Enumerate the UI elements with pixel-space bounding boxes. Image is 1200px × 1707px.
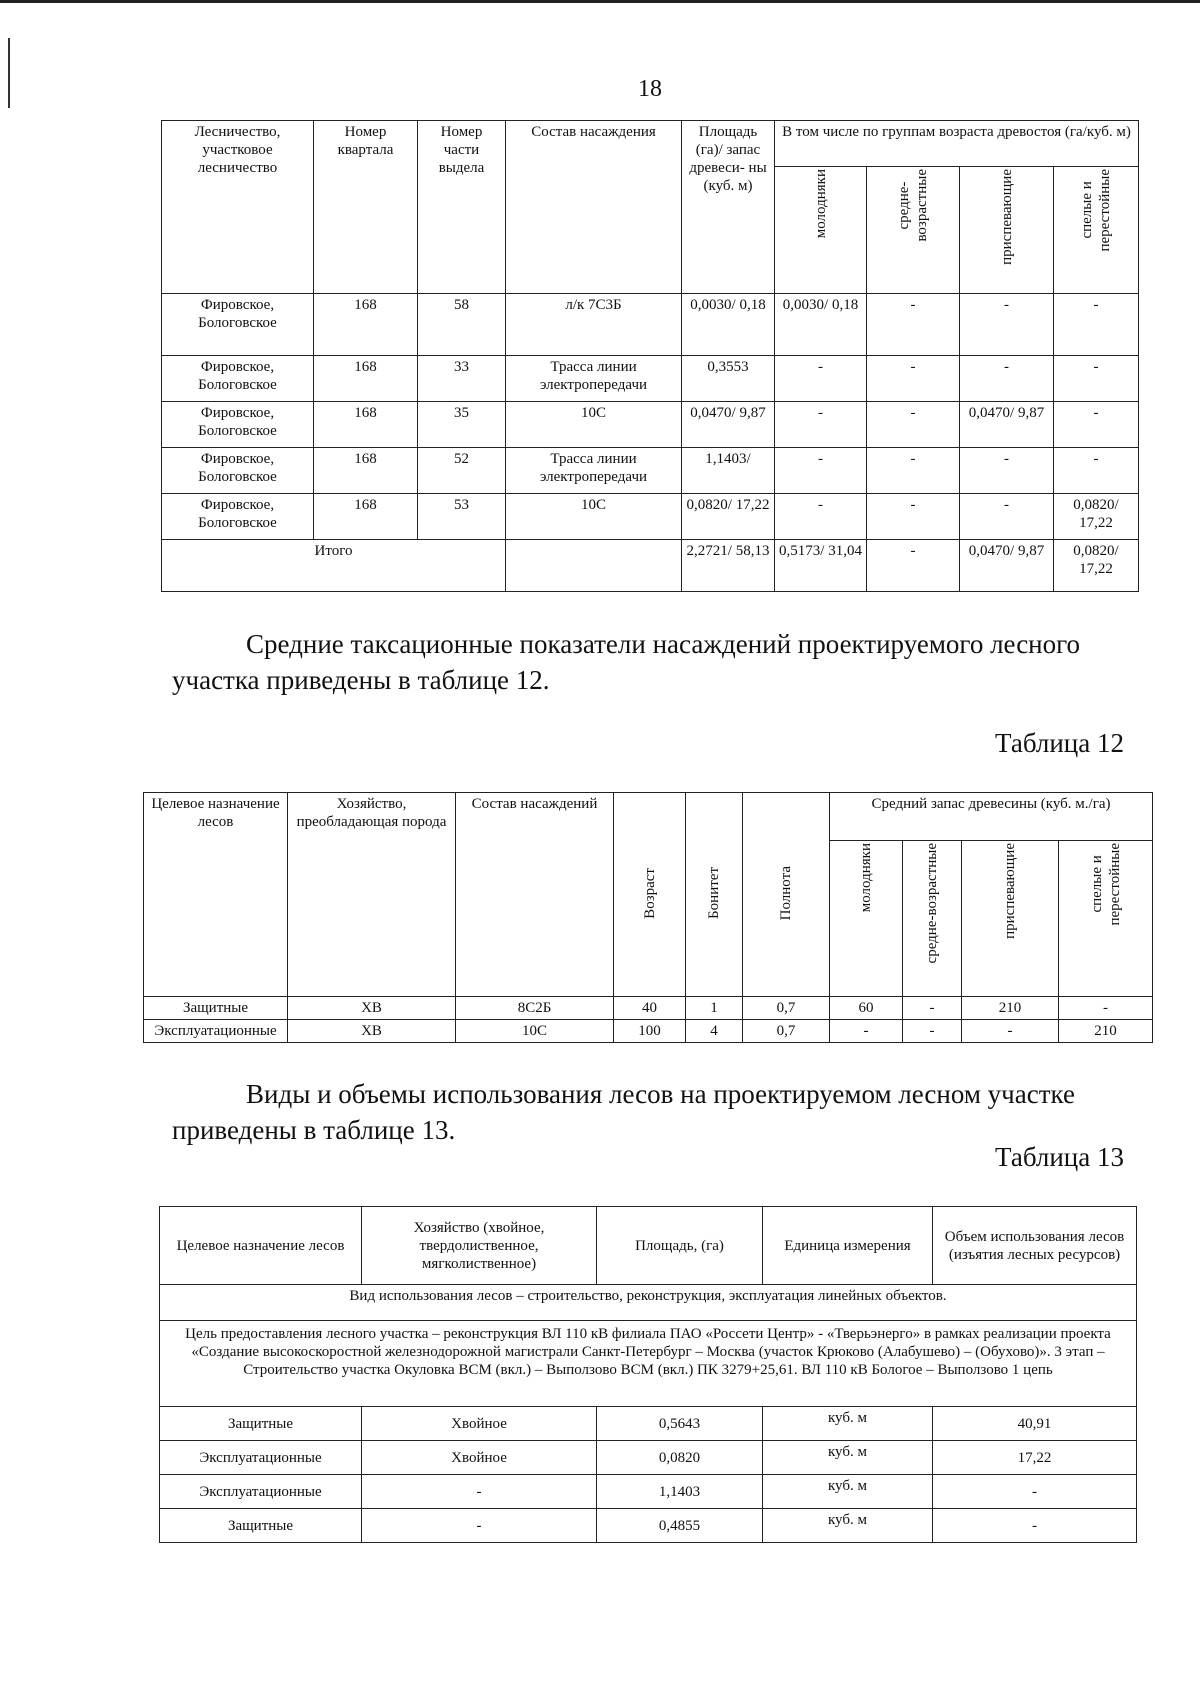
header-part: Номер части выдела (418, 121, 506, 294)
cell-forestry: Фировское, Бологовское (162, 494, 314, 540)
cell-age: 100 (614, 1020, 686, 1043)
cell-forestry: Фировское, Бологовское (162, 294, 314, 356)
cell-composition: 10С (506, 494, 682, 540)
cell-part: 35 (418, 402, 506, 448)
usage-type-row: Вид использования лесов – строительство, реконструкция, эксплуатация линейных объектов. (160, 1285, 1137, 1321)
cell-young: 0,0030/ 0,18 (775, 294, 867, 356)
cell-composition: 10С (506, 402, 682, 448)
cell-mature: - (1054, 402, 1139, 448)
goal-row: Цель предоставления лесного участка – реконструкция ВЛ 110 кВ филиала ПАО «Россети Центр» - «Тверьэнерго» в рамках реализации проекта «Создание высокоскоростной железнодорожной магистрали Санкт-Петербург – Москва (участок Крюково (Алабушево) – (Обухово)». 3 этап – Строительство участка Окуловка ВСМ (вкл.) – Выползово ВСМ (вкл.) ПК 3279+25,61. ВЛ 110 кВ Бологое – Выползово 1 цепь (160, 1321, 1137, 1407)
cell-quarter: 168 (314, 448, 418, 494)
cell-purpose: Защитные (144, 997, 288, 1020)
cell-area: 0,0820/ 17,22 (682, 494, 775, 540)
header-farm: Хозяйство, преобладающая порода (288, 793, 456, 997)
cell-young: - (775, 494, 867, 540)
table-13 (159, 1206, 1137, 1543)
cell-young: - (775, 402, 867, 448)
scan-top-rule (0, 0, 1200, 3)
table-11 (161, 120, 1139, 592)
cell-farm: Хвойное (362, 1407, 597, 1441)
cell-ripening: 210 (962, 997, 1059, 1020)
cell-middle: - (903, 997, 962, 1020)
cell-purpose: Защитные (160, 1509, 362, 1543)
header-ripening: приспевающие (962, 841, 1059, 997)
cell-composition: Трасса линии электропередачи (506, 448, 682, 494)
cell-middle: - (903, 1020, 962, 1043)
table-row (160, 1407, 1137, 1441)
cell-unit: куб. м (763, 1407, 933, 1441)
cell-composition: 10С (456, 1020, 614, 1043)
header-young: молодняки (775, 167, 867, 294)
caption-table-13: Таблица 13 (995, 1142, 1124, 1172)
cell-composition: л/к 7С3Б (506, 294, 682, 356)
header-composition: Состав насаждения (506, 121, 682, 294)
cell-ripening: - (960, 494, 1054, 540)
cell-forestry: Фировское, Бологовское (162, 448, 314, 494)
cell-farm: ХВ (288, 997, 456, 1020)
cell-part: 58 (418, 294, 506, 356)
cell-ripening: 0,0470/ 9,87 (960, 402, 1054, 448)
caption-table-12: Таблица 12 (995, 728, 1124, 758)
cell-unit: куб. м (763, 1475, 933, 1509)
cell-area: 0,0030/ 0,18 (682, 294, 775, 356)
cell-part: 52 (418, 448, 506, 494)
cell-volume: - (933, 1475, 1137, 1509)
cell-middle: - (867, 402, 960, 448)
cell-quarter: 168 (314, 402, 418, 448)
cell-farm: - (362, 1509, 597, 1543)
total-young: 0,5173/ 31,04 (775, 540, 867, 592)
cell-farm: - (362, 1475, 597, 1509)
header-middle-aged: средне- возрастные (867, 167, 960, 294)
page-number: 18 (638, 76, 662, 102)
cell-young: 60 (830, 997, 903, 1020)
cell-density: 0,7 (743, 1020, 830, 1043)
cell-forestry: Фировское, Бологовское (162, 356, 314, 402)
paragraph-table-12-intro: Средние таксационные показатели насаждений проектируемого лесного участка приведены в таблице 12. (172, 629, 1081, 695)
paragraph-table-13-intro: Виды и объемы использования лесов на проектируемом лесном участке приведены в таблице 13. (172, 1079, 1075, 1145)
table-row (160, 1441, 1137, 1475)
table-row (144, 1020, 1153, 1043)
header-young: молодняки (830, 841, 903, 997)
header-area: Площадь, (га) (597, 1207, 763, 1285)
header-age-groups: В том числе по группам возраста древостоя (га/куб. м) (775, 121, 1139, 167)
cell-volume: 17,22 (933, 1441, 1137, 1475)
table-12 (143, 792, 1153, 1043)
cell-middle: - (867, 356, 960, 402)
cell-density: 0,7 (743, 997, 830, 1020)
cell-young: - (775, 448, 867, 494)
header-area: Площадь (га)/ запас древеси- ны (куб. м) (682, 121, 775, 294)
cell-ripening: - (962, 1020, 1059, 1043)
total-mature: 0,0820/ 17,22 (1054, 540, 1139, 592)
cell-farm: ХВ (288, 1020, 456, 1043)
cell-purpose: Эксплуатационные (160, 1441, 362, 1475)
table-row (162, 402, 1139, 448)
total-middle: - (867, 540, 960, 592)
total-empty (506, 540, 682, 592)
header-forestry: Лесничество, участковое лесничество (162, 121, 314, 294)
header-density: Полнота (743, 793, 830, 997)
cell-mature: - (1054, 448, 1139, 494)
cell-area: 0,4855 (597, 1509, 763, 1543)
cell-young: - (775, 356, 867, 402)
cell-mature: 0,0820/ 17,22 (1054, 494, 1139, 540)
cell-part: 33 (418, 356, 506, 402)
cell-ripening: - (960, 356, 1054, 402)
cell-area: 0,3553 (682, 356, 775, 402)
header-purpose: Целевое назначение лесов (144, 793, 288, 997)
cell-middle: - (867, 448, 960, 494)
cell-young: - (830, 1020, 903, 1043)
header-age: Возраст (614, 793, 686, 997)
table-row (162, 294, 1139, 356)
header-mature: спелые и перестойные (1054, 167, 1139, 294)
cell-mature: - (1054, 294, 1139, 356)
table-row (162, 448, 1139, 494)
cell-composition: Трасса линии электропередачи (506, 356, 682, 402)
table-row (162, 494, 1139, 540)
cell-area: 1,1403/ (682, 448, 775, 494)
cell-farm: Хвойное (362, 1441, 597, 1475)
header-composition: Состав насаждений (456, 793, 614, 997)
header-bonitet: Бонитет (686, 793, 743, 997)
header-unit: Единица измерения (763, 1207, 933, 1285)
total-label: Итого (162, 540, 506, 592)
cell-purpose: Эксплуатационные (160, 1475, 362, 1509)
cell-volume: - (933, 1509, 1137, 1543)
total-area: 2,2721/ 58,13 (682, 540, 775, 592)
table-row (160, 1475, 1137, 1509)
cell-unit: куб. м (763, 1509, 933, 1543)
cell-area: 0,5643 (597, 1407, 763, 1441)
table-row (160, 1509, 1137, 1543)
header-middle-aged: средне-возрастные (903, 841, 962, 997)
cell-age: 40 (614, 997, 686, 1020)
table-row (144, 997, 1153, 1020)
cell-quarter: 168 (314, 494, 418, 540)
header-volume: Объем использования лесов (изъятия лесных ресурсов) (933, 1207, 1137, 1285)
cell-middle: - (867, 294, 960, 356)
header-farm: Хозяйство (хвойное, твердолиственное, мягколиственное) (362, 1207, 597, 1285)
cell-volume: 40,91 (933, 1407, 1137, 1441)
cell-quarter: 168 (314, 294, 418, 356)
header-ripening: приспевающие (960, 167, 1054, 294)
cell-part: 53 (418, 494, 506, 540)
cell-middle: - (867, 494, 960, 540)
cell-quarter: 168 (314, 356, 418, 402)
cell-ripening: - (960, 294, 1054, 356)
header-quarter: Номер квартала (314, 121, 418, 294)
cell-area: 1,1403 (597, 1475, 763, 1509)
cell-forestry: Фировское, Бологовское (162, 402, 314, 448)
total-ripening: 0,0470/ 9,87 (960, 540, 1054, 592)
header-stock: Средний запас древесины (куб. м./га) (830, 793, 1153, 841)
cell-bonitet: 4 (686, 1020, 743, 1043)
cell-unit: куб. м (763, 1441, 933, 1475)
cell-area: 0,0820 (597, 1441, 763, 1475)
cell-ripening: - (960, 448, 1054, 494)
cell-bonitet: 1 (686, 997, 743, 1020)
cell-area: 0,0470/ 9,87 (682, 402, 775, 448)
cell-mature: - (1054, 356, 1139, 402)
table-row (162, 356, 1139, 402)
cell-purpose: Эксплуатационные (144, 1020, 288, 1043)
table-total-row (162, 540, 1139, 592)
header-mature: спелые и перестойные (1059, 841, 1153, 997)
header-purpose: Целевое назначение лесов (160, 1207, 362, 1285)
cell-composition: 8С2Б (456, 997, 614, 1020)
cell-purpose: Защитные (160, 1407, 362, 1441)
cell-mature: 210 (1059, 1020, 1153, 1043)
cell-mature: - (1059, 997, 1153, 1020)
